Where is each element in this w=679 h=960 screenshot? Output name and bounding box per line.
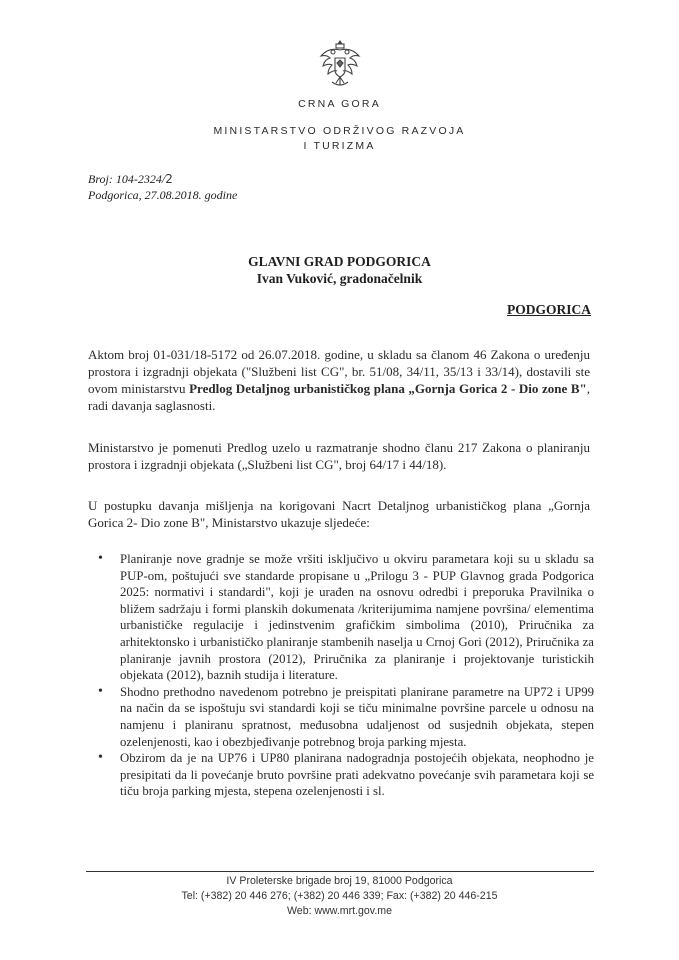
ministry-name-line2: I TURIZMA [303,140,376,152]
handwritten-number: 2 [165,172,173,186]
paragraph-1 [88,346,590,414]
reference-number [88,172,173,187]
place-and-date: Podgorica, 27.08.2018. godine [88,188,238,202]
bullet-icon: • [98,683,103,699]
coat-of-arms-icon [318,38,362,94]
bullet-icon: • [98,551,103,566]
list-item-text: Obzirom da je na UP76 i UP80 planirana nadogradnja postojećih objekata, neophodno je presipitati da li povećanje bruto površine prati adekvatno povećanje svih parametara koji se tiču broja parking mjesta, stepena ozelenjenosti i sl. [120,751,594,799]
footer-address: IV Proleterske brigade broj 19, 81000 Podgorica [226,875,453,887]
remarks-list [94,551,594,800]
paragraph-1-text-b: , radi davanja saglasnosti. [88,381,590,413]
addressee-city: PODGORICA [507,302,591,317]
footer-web: Web: www.mrt.gov.me [287,905,392,917]
bullet-icon: • [98,750,103,766]
paragraph-3: U postupku davanja mišljenja na korigovani Nacrt Detaljnog urbanističkog plana „Gornja Gorica 2- Dio zone B", Ministarstvo ukazuje sljedeće: [88,498,590,530]
ministry-name-line1: MINISTARSTVO ODRŽIVOG RAZVOJA [213,125,466,137]
list-item [94,684,594,750]
country-name: CRNA GORA [298,98,381,110]
footer-phones: Tel: (+382) 20 446 276; (+382) 20 446 339; Fax: (+382) 20 446-215 [181,890,498,902]
list-item [94,750,594,800]
reference-number-prefix: Broj: 104-2324/ [88,172,166,186]
plan-title: Predlog Detaljnog urbanističkog plana „Gornja Gorica 2 - Dio zone B" [189,381,587,396]
addressee-person: Ivan Vuković, gradonačelnik [256,271,423,286]
paragraph-1-text-a: Aktom broj 01-031/18-5172 od 26.07.2018. godine, u skladu sa članom 46 Zakona o uređenju prostora i izgradnji objekata ("Službeni list CG", br. 51/08, 34/11, 35/13 i 33/14), dostavili ste ovom ministarstvu [88,347,590,396]
list-item-text: Shodno prethodno navedenom potrebno je preispitati planirane parametre na UP72 i UP99 na način da se ispoštuju svi standardi koji se tiču minimalne površine parcele u odnosu na namjenu i planiranu spratnost, međusobna udaljenost od susjednih objekata, stepen ozelenjenosti, kao i obezbjeđivanje potrebnog broja parking mjesta. [120,684,594,749]
addressee-organization: GLAVNI GRAD PODGORICA [248,254,431,269]
footer-divider [86,871,594,872]
paragraph-2: Ministarstvo je pomenuti Predlog uzelo u razmatranje shodno članu 217 Zakona o planiranju prostora i izgradnji objekata („Službeni list CG", broj 64/17 i 44/18). [88,440,590,472]
list-item [94,551,594,684]
list-item-text: Planiranje nove gradnje se može vršiti isključivo u okviru parametara koji su u skladu sa PUP-om, poštujući sve standarde propisane u „Prilogu 3 - PUP Glavnog grada Podgorica 2025: normativi i standardi", koji je urađen na osnovu odredbi i preporuka Pravilnika o bližem sadržaju i formi planskih dokumenata /kriterijumima namjene površina/ elementima urbanističke regulacije i jedinstvenim grafičkim simbolima (2010), Priručnika za arhitektonsko i urbanističko planiranje stambenih naselja u Crnoj Gori (2012), Priručnika za planiranje javnih prostora (2012), Priručnika za planiranje i projektovanje turistickih objekata (2012), baznih studija i literature. [120,552,594,683]
